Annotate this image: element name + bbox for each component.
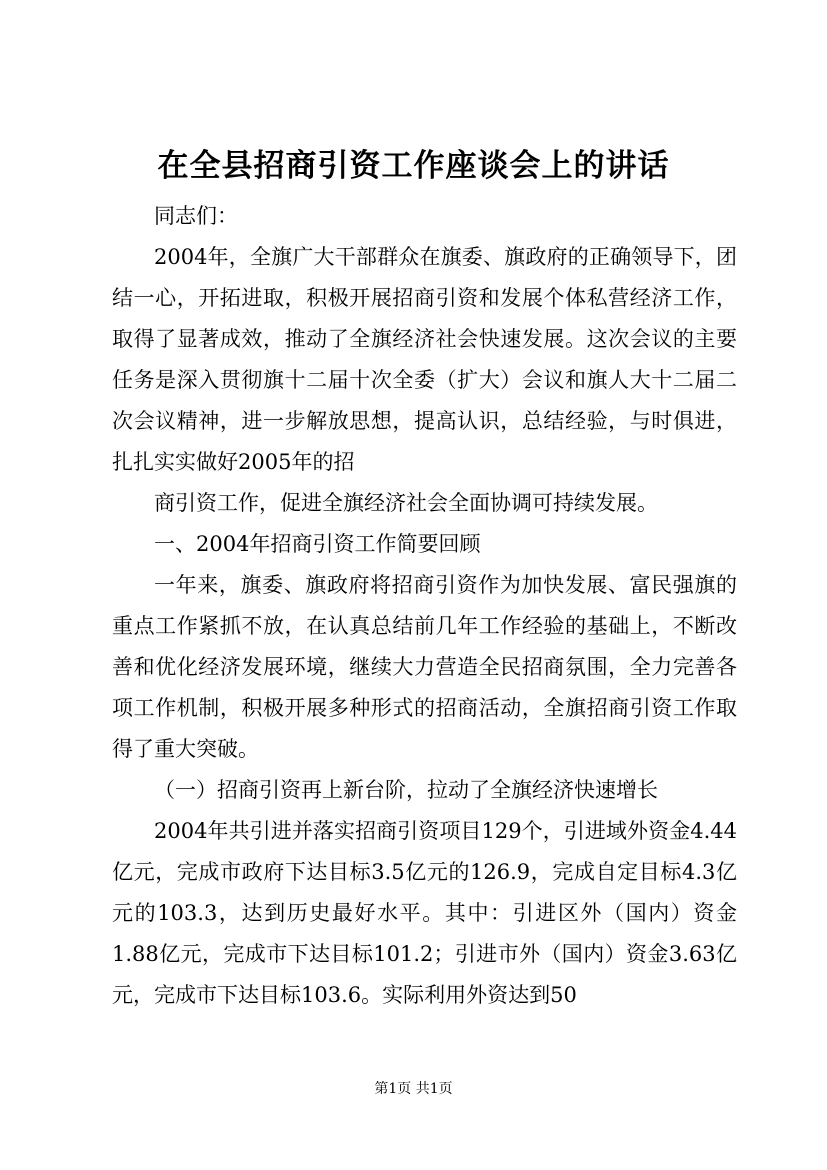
intro-continuation-paragraph: 商引资工作，促进全旗经济社会全面协调可持续发展。 — [154, 491, 658, 515]
intro-paragraph: 2004年，全旗广大干部群众在旗委、旗政府的正确领导下，团结一心，开拓进取，积极开展招商引资和发展个体私营经济工作，取得了显著成效，推动了全旗经济社会快速发展。这次会议的主要任务是深入贯彻旗十二届十次全委（扩大）会议和旗人大十二届二次会议精神，进一步解放思想，提高认识，总结经验，与时俱进，扎扎实实做好2005年的招 — [112, 245, 737, 474]
document-title: 在全县招商引资工作座谈会上的讲话 — [157, 148, 670, 184]
subsection-heading: （一）招商引资再上新台阶，拉动了全旗经济快速增长 — [154, 778, 658, 802]
salutation-paragraph: 同志们： — [154, 204, 238, 228]
statistics-paragraph: 2004年共引进并落实招商引资项目129个，引进域外资金4.44亿元，完成市政府下达目标3.5亿元的126.9，完成自定目标4.3亿元的103.3，达到历史最好水平。其中：引进区外（国内）资金1.88亿元，完成市下达目标101.2；引进市外（国内）资金3.63亿元，完成市下达目标103.6。实际利用外资达到50 — [112, 819, 737, 1007]
document-body — [112, 196, 737, 1016]
review-paragraph: 一年来，旗委、旗政府将招商引资作为加快发展、富民强旗的重点工作紧抓不放，在认真总结前几年工作经验的基础上，不断改善和优化经济发展环境，继续大力营造全民招商氛围，全力完善各项工作机制，积极开展多种形式的招商活动，全旗招商引资工作取得了重大突破。 — [112, 573, 737, 761]
page-number-footer: 第1页 共1页 — [374, 1081, 453, 1097]
section-heading: 一、2004年招商引资工作简要回顾 — [154, 532, 481, 556]
